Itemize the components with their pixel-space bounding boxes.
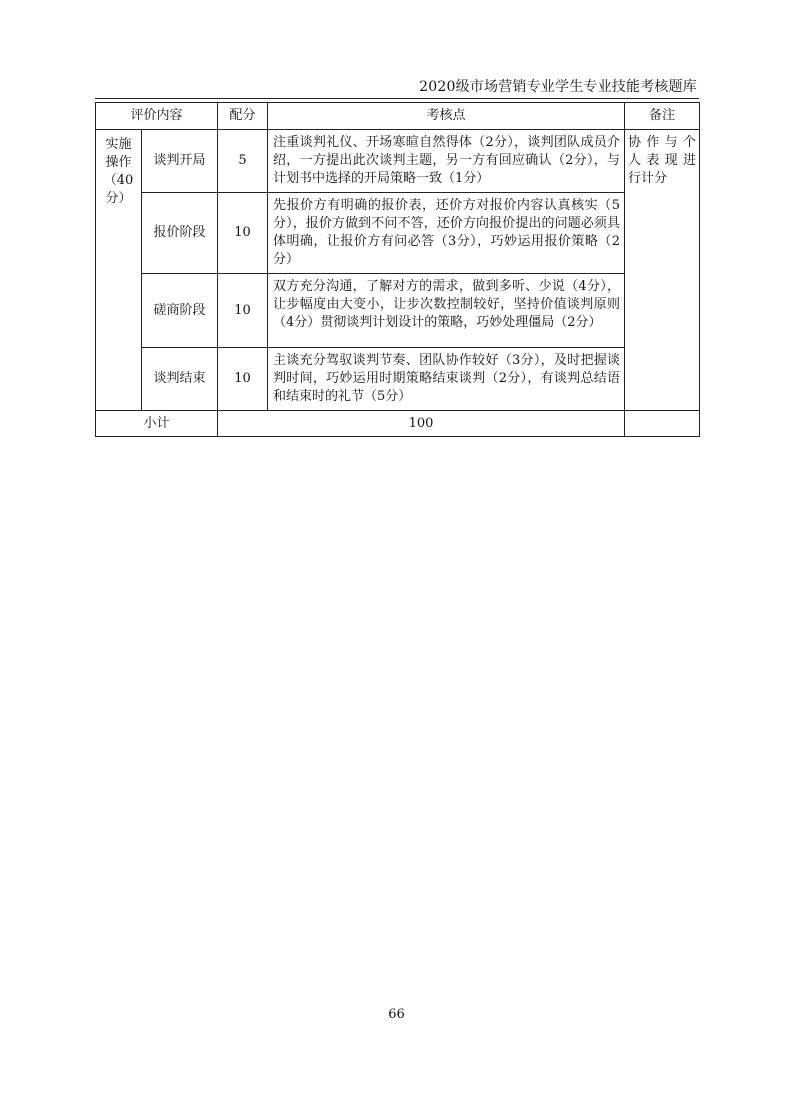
- criteria-cell: 注重谈判礼仪、开场寒暄自然得体（2分），谈判团队成员介绍，一方提出此次谈判主题，另一方有回应确认（2分），与计划书中选择的开局策略一致（1分）: [268, 130, 625, 193]
- note-line: 协作与个: [628, 135, 697, 150]
- points-cell: 5: [218, 130, 268, 193]
- stage-cell: 谈判结束: [142, 348, 218, 411]
- total-value: 100: [218, 411, 625, 437]
- total-notes-cell: [625, 411, 700, 437]
- category-line: 分）: [105, 191, 132, 206]
- table-row: [96, 130, 700, 193]
- criteria-cell: 先报价方有明确的报价表，还价方对报价内容认真核实（5分），报价方做到不问不答，还价方向报价提出的问题必须具体明确，让报价方有问必答（3分），巧妙运用报价策略（2分）: [268, 193, 625, 274]
- note-line: 人表现进: [628, 153, 697, 168]
- stage-cell: 报价阶段: [142, 193, 218, 274]
- points-cell: 10: [218, 193, 268, 274]
- notes-cell: [625, 130, 700, 411]
- criteria-cell: 双方充分沟通，了解对方的需求，做到多听、少说（4分），让步幅度由大变小，让步次数控制较好，坚持价值谈判原则（4分）贯彻谈判计划设计的策略，巧妙处理僵局（2分）: [268, 274, 625, 348]
- criteria-cell: 主谈充分驾驭谈判节奏、团队协作较好（3分），及时把握谈判时间，巧妙运用时期策略结束谈判（2分），有谈判总结语和结束时的礼节（5分）: [268, 348, 625, 411]
- table-row: [96, 193, 700, 274]
- stage-cell: 磋商阶段: [142, 274, 218, 348]
- table-row: [96, 274, 700, 348]
- total-row: [96, 411, 700, 437]
- total-label: 小计: [96, 411, 218, 437]
- assessment-table: [95, 102, 700, 437]
- table-header-row: [96, 103, 700, 130]
- category-cell: [96, 130, 142, 411]
- stage-cell: 谈判开局: [142, 130, 218, 193]
- category-line: （40: [103, 173, 134, 188]
- header-notes: 备注: [625, 103, 700, 130]
- points-cell: 10: [218, 348, 268, 411]
- header-points: 配分: [218, 103, 268, 130]
- header-content: 评价内容: [96, 103, 218, 130]
- document-header-title: 2020级市场营销专业学生专业技能考核题库: [419, 79, 697, 95]
- category-line: 实施: [105, 137, 132, 152]
- table-row: [96, 348, 700, 411]
- category-line: 操作: [105, 155, 132, 170]
- note-line: 行计分: [628, 171, 668, 186]
- header-criteria: 考核点: [268, 103, 625, 130]
- page-number: 66: [388, 1007, 405, 1022]
- points-cell: 10: [218, 274, 268, 348]
- header-rule: [95, 98, 699, 99]
